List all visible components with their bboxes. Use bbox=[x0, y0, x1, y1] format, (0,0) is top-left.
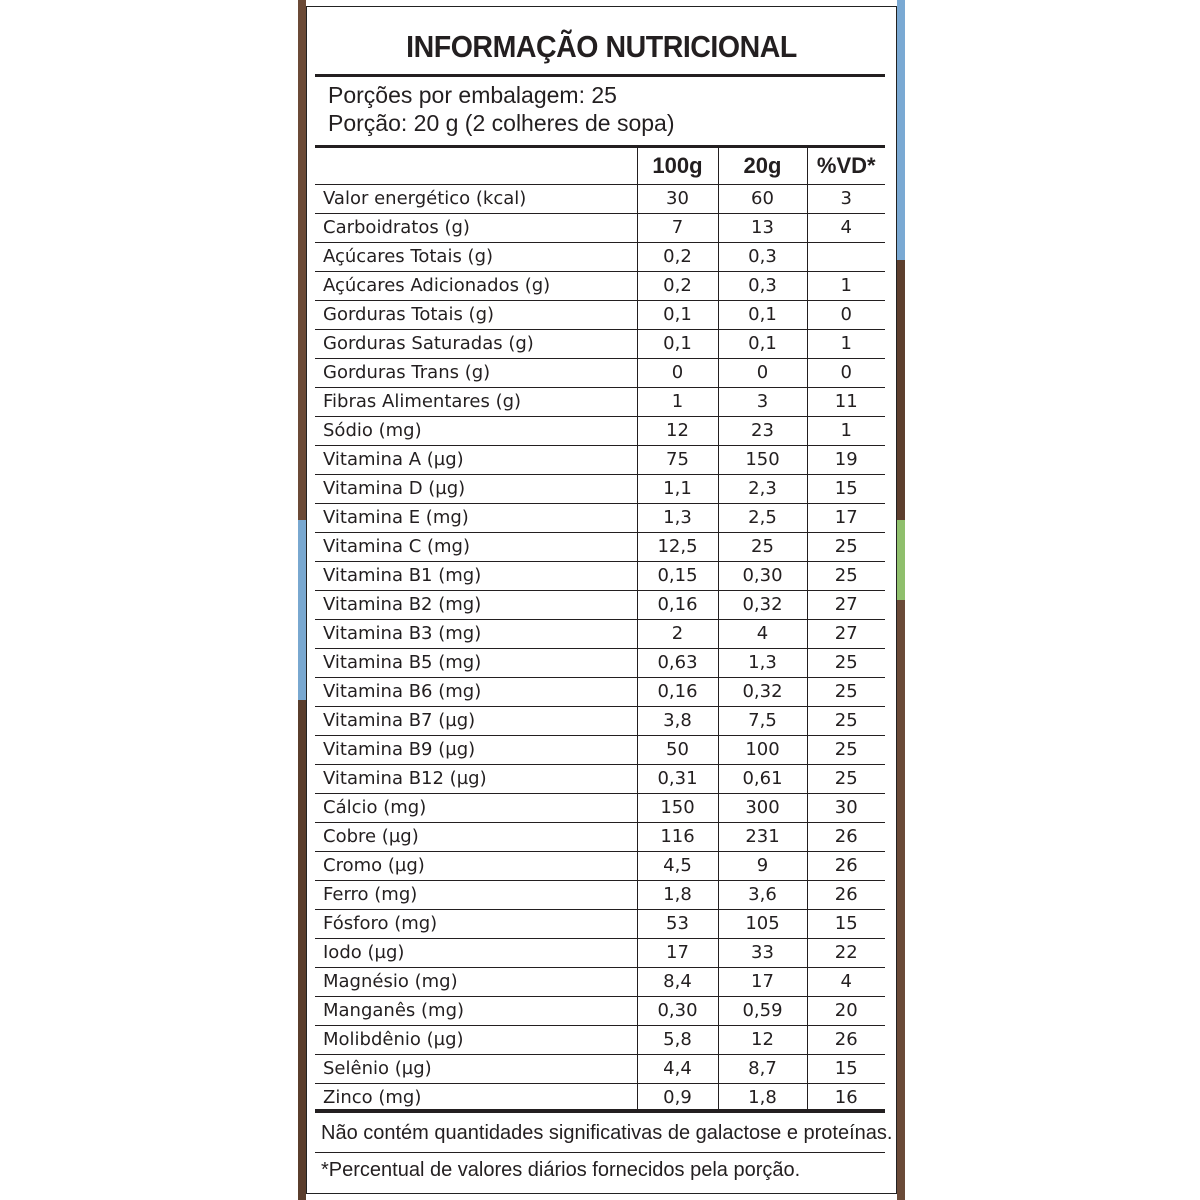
nutrient-name: Manganês (mg) bbox=[315, 997, 637, 1026]
value-daily-percent: 16 bbox=[807, 1084, 885, 1113]
value-daily-percent: 30 bbox=[807, 794, 885, 823]
table-row bbox=[315, 301, 885, 330]
value-20g: 0,3 bbox=[718, 243, 807, 272]
value-100g: 4,4 bbox=[637, 1055, 718, 1084]
table-row bbox=[315, 852, 885, 881]
nutrient-name: Açúcares Adicionados (g) bbox=[315, 272, 637, 301]
value-100g: 0,1 bbox=[637, 301, 718, 330]
value-100g: 3,8 bbox=[637, 707, 718, 736]
nutrient-name: Fósforo (mg) bbox=[315, 910, 637, 939]
table-row bbox=[315, 214, 885, 243]
value-20g: 0,59 bbox=[718, 997, 807, 1026]
value-daily-percent: 25 bbox=[807, 678, 885, 707]
value-daily-percent: 25 bbox=[807, 765, 885, 794]
value-100g: 1 bbox=[637, 388, 718, 417]
footnote-rule bbox=[315, 1152, 885, 1153]
value-daily-percent: 4 bbox=[807, 214, 885, 243]
label-title: INFORMAÇÃO NUTRICIONAL bbox=[406, 29, 797, 64]
value-daily-percent: 17 bbox=[807, 504, 885, 533]
value-20g: 23 bbox=[718, 417, 807, 446]
value-20g: 0,32 bbox=[718, 591, 807, 620]
value-20g: 100 bbox=[718, 736, 807, 765]
value-daily-percent: 27 bbox=[807, 591, 885, 620]
table-row bbox=[315, 1055, 885, 1084]
value-daily-percent: 15 bbox=[807, 910, 885, 939]
nutrient-name: Iodo (µg) bbox=[315, 939, 637, 968]
column-header-20g: 20g bbox=[718, 148, 807, 185]
column-header-nutrient bbox=[315, 148, 637, 185]
value-20g: 7,5 bbox=[718, 707, 807, 736]
value-20g: 105 bbox=[718, 910, 807, 939]
nutrient-name: Vitamina B1 (mg) bbox=[315, 562, 637, 591]
value-20g: 1,8 bbox=[718, 1084, 807, 1113]
value-20g: 4 bbox=[718, 620, 807, 649]
value-20g: 3 bbox=[718, 388, 807, 417]
table-row bbox=[315, 968, 885, 997]
table-row bbox=[315, 388, 885, 417]
table-row bbox=[315, 910, 885, 939]
value-daily-percent: 25 bbox=[807, 533, 885, 562]
value-daily-percent: 1 bbox=[807, 330, 885, 359]
table-row bbox=[315, 649, 885, 678]
table-header-row bbox=[315, 148, 885, 185]
value-daily-percent: 26 bbox=[807, 1026, 885, 1055]
value-daily-percent: 15 bbox=[807, 1055, 885, 1084]
nutrient-name: Vitamina B2 (mg) bbox=[315, 591, 637, 620]
nutrient-name: Vitamina B7 (µg) bbox=[315, 707, 637, 736]
value-daily-percent: 1 bbox=[807, 417, 885, 446]
nutrient-name: Vitamina B3 (mg) bbox=[315, 620, 637, 649]
value-100g: 4,5 bbox=[637, 852, 718, 881]
value-daily-percent: 25 bbox=[807, 736, 885, 765]
value-20g: 231 bbox=[718, 823, 807, 852]
nutrient-name: Gorduras Saturadas (g) bbox=[315, 330, 637, 359]
table-row bbox=[315, 475, 885, 504]
nutrient-name: Gorduras Trans (g) bbox=[315, 359, 637, 388]
value-100g: 150 bbox=[637, 794, 718, 823]
value-20g: 9 bbox=[718, 852, 807, 881]
value-20g: 0,1 bbox=[718, 330, 807, 359]
value-20g: 300 bbox=[718, 794, 807, 823]
value-100g: 1,1 bbox=[637, 475, 718, 504]
value-20g: 2,3 bbox=[718, 475, 807, 504]
table-row bbox=[315, 243, 885, 272]
value-100g: 12,5 bbox=[637, 533, 718, 562]
nutrient-name: Cálcio (mg) bbox=[315, 794, 637, 823]
value-100g: 0,30 bbox=[637, 997, 718, 1026]
nutrient-name: Vitamina C (mg) bbox=[315, 533, 637, 562]
nutrient-name: Vitamina B12 (µg) bbox=[315, 765, 637, 794]
nutrient-name: Valor energético (kcal) bbox=[315, 185, 637, 214]
nutrient-name: Magnésio (mg) bbox=[315, 968, 637, 997]
table-row bbox=[315, 939, 885, 968]
nutrient-name: Cobre (µg) bbox=[315, 823, 637, 852]
value-20g: 2,5 bbox=[718, 504, 807, 533]
nutrition-table bbox=[315, 148, 885, 1113]
value-20g: 150 bbox=[718, 446, 807, 475]
value-daily-percent: 3 bbox=[807, 185, 885, 214]
value-100g: 0,2 bbox=[637, 243, 718, 272]
footnote-galactose: Não contém quantidades significativas de galactose e proteínas. bbox=[321, 1122, 893, 1144]
table-bottom-rule bbox=[315, 1109, 885, 1112]
nutrient-name: Sódio (mg) bbox=[315, 417, 637, 446]
value-100g: 0,31 bbox=[637, 765, 718, 794]
value-100g: 30 bbox=[637, 185, 718, 214]
value-daily-percent: 26 bbox=[807, 881, 885, 910]
table-row bbox=[315, 736, 885, 765]
value-20g: 60 bbox=[718, 185, 807, 214]
value-100g: 53 bbox=[637, 910, 718, 939]
nutrient-name: Selênio (µg) bbox=[315, 1055, 637, 1084]
value-20g: 0,32 bbox=[718, 678, 807, 707]
value-20g: 0,30 bbox=[718, 562, 807, 591]
nutrient-name: Vitamina D (µg) bbox=[315, 475, 637, 504]
column-header-100g: 100g bbox=[637, 148, 718, 185]
table-row bbox=[315, 881, 885, 910]
table-row bbox=[315, 504, 885, 533]
nutrient-name: Açúcares Totais (g) bbox=[315, 243, 637, 272]
value-100g: 75 bbox=[637, 446, 718, 475]
value-daily-percent: 0 bbox=[807, 359, 885, 388]
nutrient-name: Gorduras Totais (g) bbox=[315, 301, 637, 330]
value-100g: 0,1 bbox=[637, 330, 718, 359]
table-row bbox=[315, 707, 885, 736]
value-daily-percent: 26 bbox=[807, 852, 885, 881]
value-daily-percent: 15 bbox=[807, 475, 885, 504]
table-row bbox=[315, 272, 885, 301]
value-100g: 116 bbox=[637, 823, 718, 852]
servings-per-package: Porções por embalagem: 25 bbox=[328, 82, 617, 108]
value-100g: 0 bbox=[637, 359, 718, 388]
background-strip-right bbox=[897, 0, 905, 1200]
value-100g: 0,63 bbox=[637, 649, 718, 678]
value-100g: 0,15 bbox=[637, 562, 718, 591]
table-row bbox=[315, 620, 885, 649]
value-100g: 2 bbox=[637, 620, 718, 649]
table-row bbox=[315, 330, 885, 359]
value-20g: 8,7 bbox=[718, 1055, 807, 1084]
value-daily-percent: 27 bbox=[807, 620, 885, 649]
value-daily-percent: 4 bbox=[807, 968, 885, 997]
value-20g: 33 bbox=[718, 939, 807, 968]
background-strip-left bbox=[298, 0, 306, 1200]
value-20g: 0 bbox=[718, 359, 807, 388]
nutrient-name: Zinco (mg) bbox=[315, 1084, 637, 1113]
value-daily-percent: 25 bbox=[807, 562, 885, 591]
value-daily-percent: 1 bbox=[807, 272, 885, 301]
column-header-vd: %VD* bbox=[807, 148, 885, 185]
value-20g: 12 bbox=[718, 1026, 807, 1055]
table-row bbox=[315, 446, 885, 475]
value-20g: 1,3 bbox=[718, 649, 807, 678]
value-100g: 12 bbox=[637, 417, 718, 446]
footnote-daily-values: *Percentual de valores diários fornecidos pela porção. bbox=[321, 1159, 801, 1181]
nutrient-name: Fibras Alimentares (g) bbox=[315, 388, 637, 417]
value-100g: 1,3 bbox=[637, 504, 718, 533]
value-daily-percent: 19 bbox=[807, 446, 885, 475]
nutrient-name: Cromo (µg) bbox=[315, 852, 637, 881]
table-row bbox=[315, 533, 885, 562]
table-row bbox=[315, 1026, 885, 1055]
table-row bbox=[315, 678, 885, 707]
table-row bbox=[315, 417, 885, 446]
value-20g: 13 bbox=[718, 214, 807, 243]
nutrient-name: Vitamina A (µg) bbox=[315, 446, 637, 475]
value-20g: 17 bbox=[718, 968, 807, 997]
table-row bbox=[315, 794, 885, 823]
table-row bbox=[315, 359, 885, 388]
value-100g: 50 bbox=[637, 736, 718, 765]
value-100g: 0,2 bbox=[637, 272, 718, 301]
value-100g: 0,16 bbox=[637, 678, 718, 707]
table-row bbox=[315, 185, 885, 214]
value-20g: 25 bbox=[718, 533, 807, 562]
value-100g: 0,9 bbox=[637, 1084, 718, 1113]
value-100g: 17 bbox=[637, 939, 718, 968]
value-daily-percent: 22 bbox=[807, 939, 885, 968]
value-20g: 0,3 bbox=[718, 272, 807, 301]
nutrient-name: Vitamina B9 (µg) bbox=[315, 736, 637, 765]
value-20g: 3,6 bbox=[718, 881, 807, 910]
nutrient-name: Vitamina B6 (mg) bbox=[315, 678, 637, 707]
value-100g: 5,8 bbox=[637, 1026, 718, 1055]
value-daily-percent: 25 bbox=[807, 707, 885, 736]
value-daily-percent: 11 bbox=[807, 388, 885, 417]
value-100g: 7 bbox=[637, 214, 718, 243]
table-row bbox=[315, 562, 885, 591]
value-daily-percent: 26 bbox=[807, 823, 885, 852]
value-daily-percent: 0 bbox=[807, 301, 885, 330]
nutrient-name: Vitamina E (mg) bbox=[315, 504, 637, 533]
value-20g: 0,61 bbox=[718, 765, 807, 794]
value-100g: 1,8 bbox=[637, 881, 718, 910]
serving-size: Porção: 20 g (2 colheres de sopa) bbox=[328, 110, 675, 136]
nutrient-name: Ferro (mg) bbox=[315, 881, 637, 910]
value-daily-percent: 20 bbox=[807, 997, 885, 1026]
value-100g: 0,16 bbox=[637, 591, 718, 620]
table-row bbox=[315, 997, 885, 1026]
value-daily-percent bbox=[807, 243, 885, 272]
table-row bbox=[315, 591, 885, 620]
table-row bbox=[315, 823, 885, 852]
value-daily-percent: 25 bbox=[807, 649, 885, 678]
title-rule bbox=[315, 74, 885, 77]
nutrient-name: Vitamina B5 (mg) bbox=[315, 649, 637, 678]
nutrient-name: Molibdênio (µg) bbox=[315, 1026, 637, 1055]
nutrition-facts-panel bbox=[306, 6, 897, 1194]
value-100g: 8,4 bbox=[637, 968, 718, 997]
nutrient-name: Carboidratos (g) bbox=[315, 214, 637, 243]
table-row bbox=[315, 765, 885, 794]
value-20g: 0,1 bbox=[718, 301, 807, 330]
